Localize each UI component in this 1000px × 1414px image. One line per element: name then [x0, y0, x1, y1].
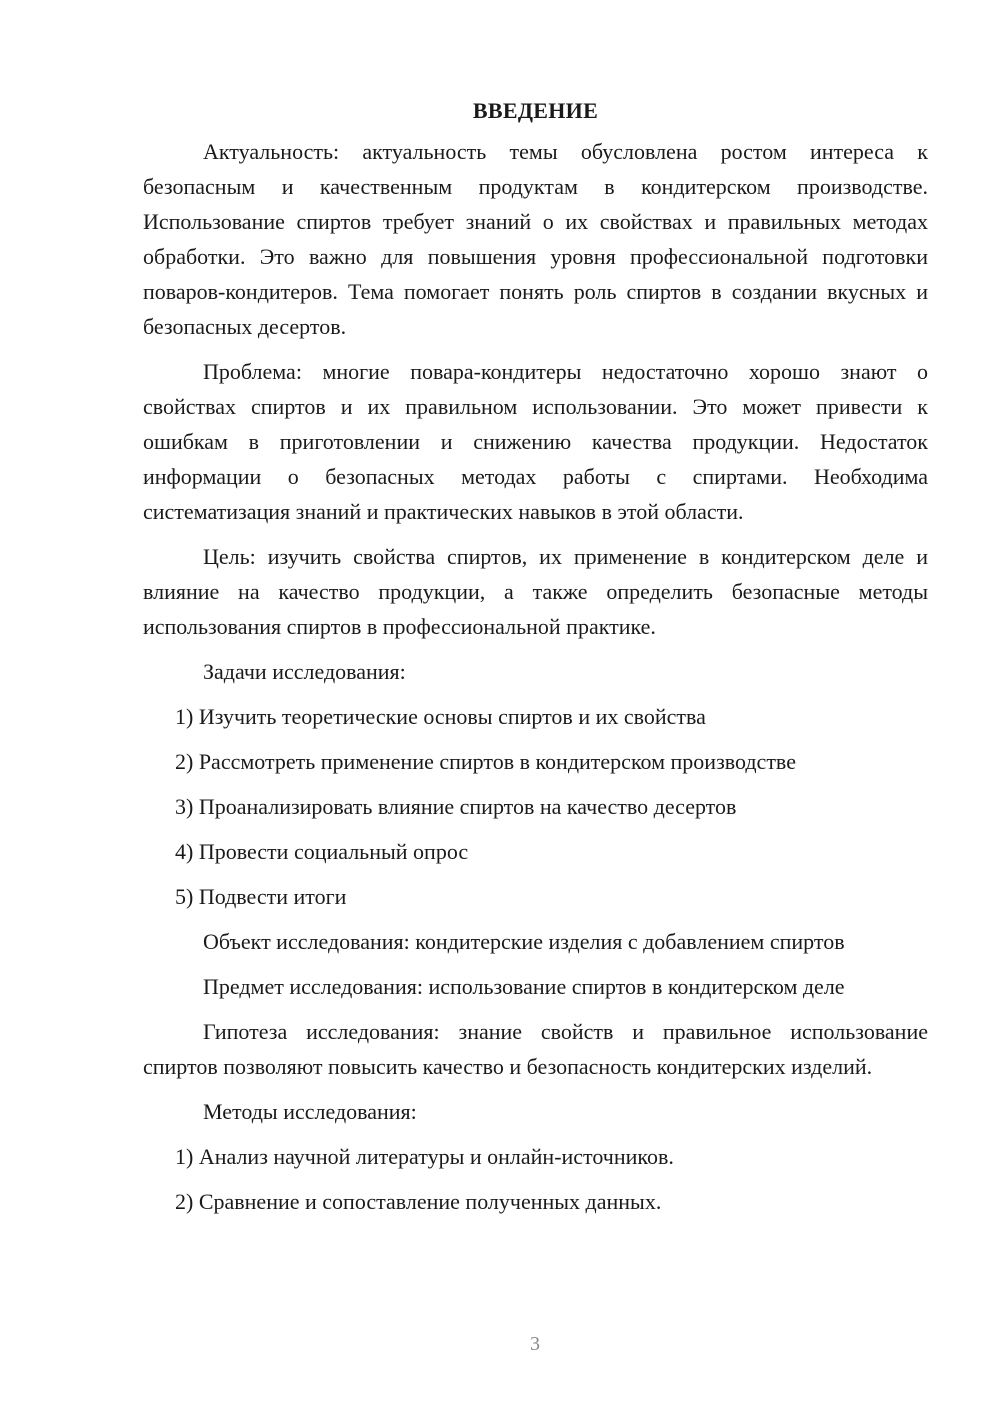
page-content [143, 93, 928, 1229]
methods-heading: Методы исследования: [203, 1099, 417, 1124]
task-item: 2) Рассмотреть применение спиртов в кондитерском производстве [175, 749, 796, 774]
research-object: Объект исследования: кондитерские изделия с добавлением спиртов [203, 929, 845, 954]
relevance-paragraph: Актуальность: актуальность темы обусловлена ростом интереса к безопасным и качественным продуктам в кондитерском производстве. Использование спиртов требует знаний о их свойствах и правильных методах обработки. Это важно для повышения уровня профессиональной подготовки поваров-кондитеров. Тема помогает понять роль спиртов в создании вкусных и безопасных десертов. [143, 139, 928, 339]
research-subject: Предмет исследования: использование спиртов в кондитерском деле [203, 974, 845, 999]
method-item: 1) Анализ научной литературы и онлайн-источников. [175, 1144, 674, 1169]
methods-list [143, 1139, 928, 1219]
tasks-heading: Задачи исследования: [203, 659, 406, 684]
hypothesis-paragraph: Гипотеза исследования: знание свойств и правильное использование спиртов позволяют повысить качество и безопасность кондитерских изделий. [143, 1019, 928, 1079]
problem-paragraph: Проблема: многие повара-кондитеры недостаточно хорошо знают о свойствах спиртов и их правильном использовании. Это может привести к ошибкам в приготовлении и снижению качества продукции. Недостаток информации о безопасных методах работы с спиртами. Необходима систематизация знаний и практических навыков в этой области. [143, 359, 928, 524]
tasks-list [143, 699, 928, 914]
page-title: ВВЕДЕНИЕ [472, 98, 599, 123]
method-item: 2) Сравнение и сопоставление полученных данных. [175, 1189, 662, 1214]
task-item: 1) Изучить теоретические основы спиртов и их свойства [175, 704, 706, 729]
task-item: 5) Подвести итоги [175, 884, 347, 909]
task-item: 4) Провести социальный опрос [175, 839, 469, 864]
goal-paragraph: Цель: изучить свойства спиртов, их применение в кондитерском деле и влияние на качество продукции, а также определить безопасные методы использования спиртов в профессиональной практике. [143, 544, 928, 639]
task-item: 3) Проанализировать влияние спиртов на качество десертов [175, 794, 737, 819]
page-number: 3 [530, 1333, 540, 1355]
